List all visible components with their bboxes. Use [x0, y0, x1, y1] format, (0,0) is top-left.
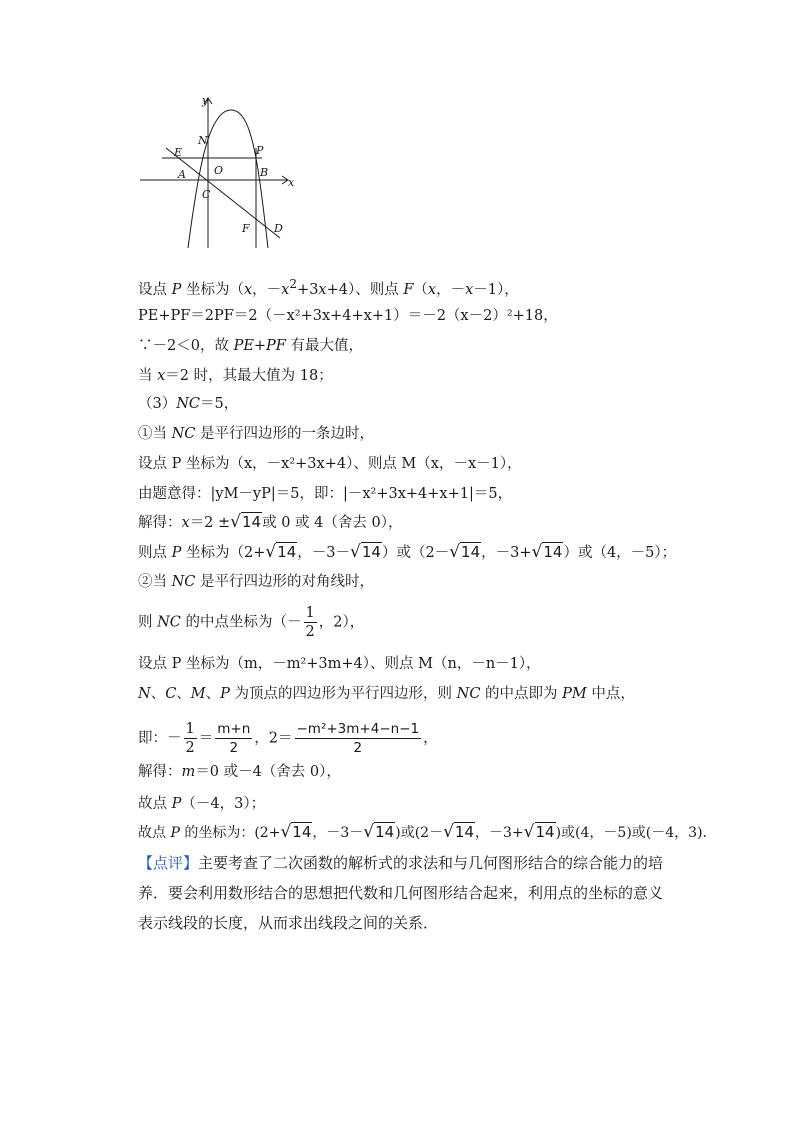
line-ecd	[166, 148, 280, 238]
fraction-expression: $\frac{\text{−m²+3m+4−n−1}}{2}$	[296, 721, 420, 756]
fraction-m-plus-n: $\frac{m+n}{2}$	[217, 721, 251, 756]
label-a: A	[178, 168, 186, 181]
solution-line-6: ①当 NC 是平行四边形的一条边时，	[138, 426, 375, 442]
solution-line-15: 即：－ $\frac{1}{2}$ ＝ $\frac{m+n}{2}$ ，2＝ $\frac{\text{−m²+3m+4−n−1}}{2}$ ，	[138, 721, 438, 756]
solution-line-9: 解得：x＝2 ±√14或 0 或 4（舍去 0），	[138, 512, 403, 532]
sqrt-14: √14	[443, 822, 475, 842]
solution-line-16: 解得：m＝0 或－4（舍去 0），	[138, 764, 341, 780]
solution-line-4: 当 x＝2 时，其最大值为 18；	[138, 368, 333, 384]
solution-line-10: 则点 P 坐标为（2+√14，－3－√14）或（2－√14，－3+√14）或（4，－5）；	[138, 542, 677, 562]
sqrt-14: √14	[350, 542, 381, 562]
sqrt-14: √14	[449, 542, 481, 562]
label-c: C	[202, 188, 211, 201]
sqrt-14: √14	[363, 822, 395, 842]
sqrt-14: √14	[523, 822, 555, 842]
label-d: D	[274, 222, 283, 235]
label-y: y	[202, 94, 209, 107]
solution-line-18: 故点 P 的坐标为：(2+√14，－3－√14)或(2－√14，－3+√14)或(4，－5)或(－4，3)．	[138, 822, 717, 842]
solution-line-14: N、C、M、P 为顶点的四边形为平行四边形，则 NC 的中点即为 PM 中点，	[138, 686, 635, 702]
sqrt-14: √14	[230, 512, 262, 532]
solution-line-17: 故点 P（－4，3）；	[138, 796, 266, 812]
solution-line-2: PE+PF＝2PF＝2（－x²+3x+4+x+1）＝－2（x－2）²+18，	[138, 308, 558, 324]
solution-line-7: 设点 P 坐标为（x，－x²+3x+4）、则点 M（x，－x－1），	[138, 456, 522, 472]
label-e: E	[174, 146, 183, 159]
label-b: B	[260, 166, 269, 179]
label-x: x	[288, 176, 295, 189]
fraction-half: $\frac{1}{2}$	[185, 721, 195, 756]
sqrt-14: √14	[265, 542, 297, 562]
sqrt-14: √14	[531, 542, 563, 562]
solution-line-5: （3）NC＝5，	[138, 396, 239, 412]
sqrt-14: √14	[280, 822, 312, 842]
solution-line-8: 由题意得：|yM－yP|＝5，即：|－x²+3x+4+x+1|＝5，	[138, 486, 513, 502]
label-p: P	[256, 144, 264, 157]
parabola-figure	[138, 92, 298, 252]
solution-line-11: ②当 NC 是平行四边形的对角线时，	[138, 574, 375, 590]
solution-line-13: 设点 P 坐标为（m，－m²+3m+4）、则点 M（n，－n－1），	[138, 656, 541, 672]
label-n: N	[198, 134, 208, 147]
label-f: F	[242, 222, 250, 235]
solution-line-1: 设点 P 坐标为（x，$-x^2+3x+4$）、则点 F（x，－x－1），	[138, 277, 519, 298]
solution-line-12: 则 NC 的中点坐标为（－ $\frac{1}{2}$ ，2），	[138, 605, 365, 640]
comment-tag: 【点评】	[138, 854, 199, 872]
fraction-half: $\frac{1}{2}$	[305, 605, 315, 640]
label-o: O	[214, 164, 224, 177]
comment-text: 主要考查了二次函数的解析式的求法和与几何图形结合的综合能力的培养．要会利用数形结合的思想把代数和几何图形结合起来，利用点的坐标的意义表示线段的长度，从而求出线段之间的关系．	[138, 854, 664, 932]
solution-line-3: ∵－2＜0，故 PE+PF 有最大值，	[138, 338, 363, 354]
comment-paragraph	[138, 848, 668, 938]
